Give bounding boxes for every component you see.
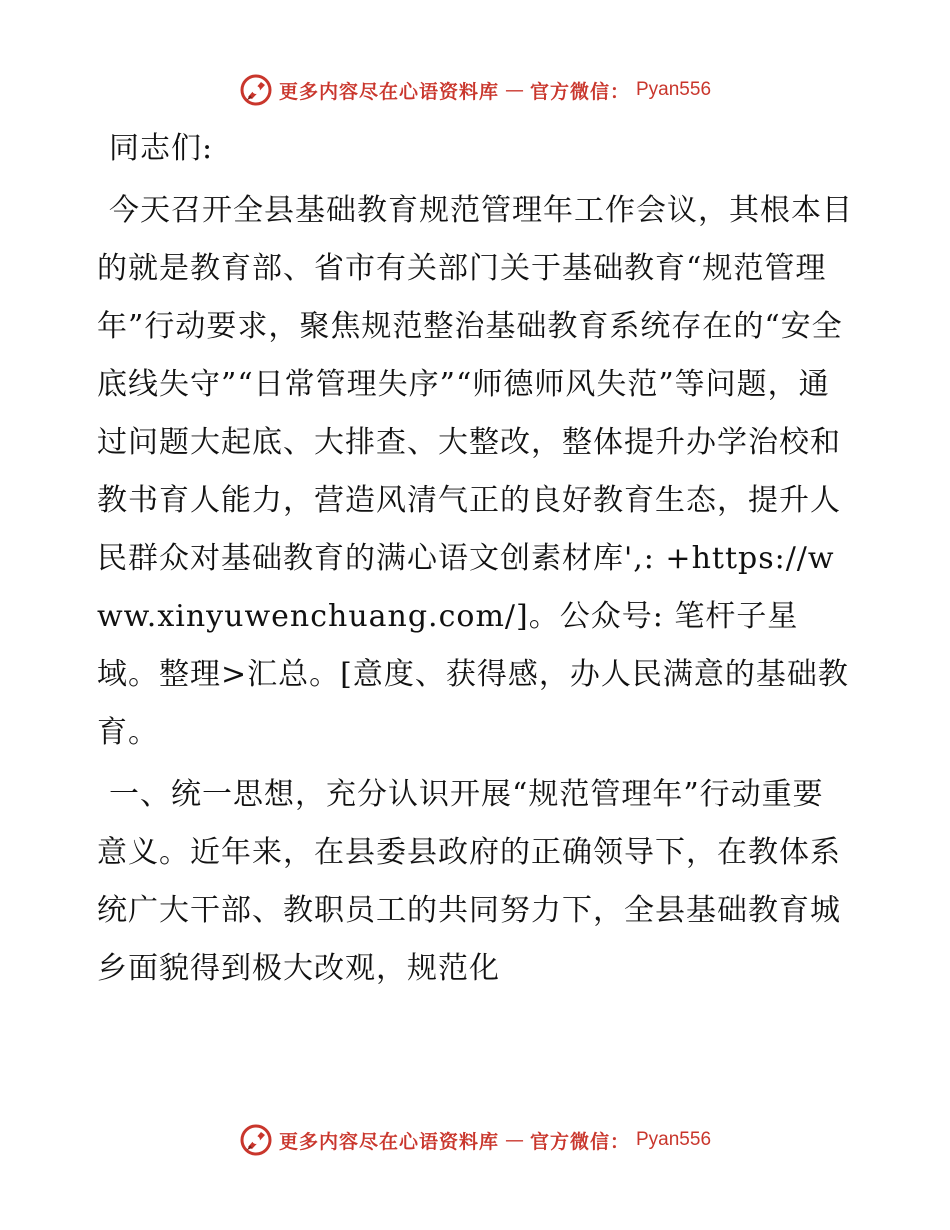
banner-separator: — xyxy=(504,79,524,101)
salutation: 同志们: xyxy=(109,131,214,166)
banner-wechat-label: 官方微信： xyxy=(529,80,630,103)
document-body xyxy=(97,120,853,998)
header-banner xyxy=(0,70,950,110)
quill-pen-logo-icon xyxy=(239,1123,273,1157)
paragraph-2: 一、统一思想，充分认识开展“规范管理年”行动重要意义。近年来，在县委县政府的正确领导下，在教体系统广大干部、教职员工的共同努力下，全县基础教育城乡面貌得到极大改观，规范化 xyxy=(97,777,841,986)
banner-wechat-label: 官方微信： xyxy=(529,1130,630,1153)
banner-wechat-id: Pyan556 xyxy=(636,1129,712,1150)
footer-banner xyxy=(0,1120,950,1160)
quill-pen-logo-icon xyxy=(239,73,273,107)
banner-wechat-id: Pyan556 xyxy=(636,79,712,100)
banner-title: 更多内容尽在心语资料库 xyxy=(278,80,499,103)
paragraph-1: 今天召开全县基础教育规范管理年工作会议，其根本目的就是教育部、省市有关部门关于基础教育“规范管理年”行动要求，聚焦规范整治基础教育系统存在的“安全底线失守”“日常管理失序”“师德师风失范”等问题，通过问题大起底、大排查、大整改，整体提升办学治校和教书育人能力，营造风清气正的良好教育生态，提升人民群众对基础教育的满心语文创素材库',: +https://www.xinyuwenchuang.com/]。公众号: 笔杆子星域。整理>汇总。[意度、获得感，办人民满意的基础教育。 xyxy=(97,193,853,750)
banner-title: 更多内容尽在心语资料库 xyxy=(278,1130,499,1153)
banner-separator: — xyxy=(504,1129,524,1151)
